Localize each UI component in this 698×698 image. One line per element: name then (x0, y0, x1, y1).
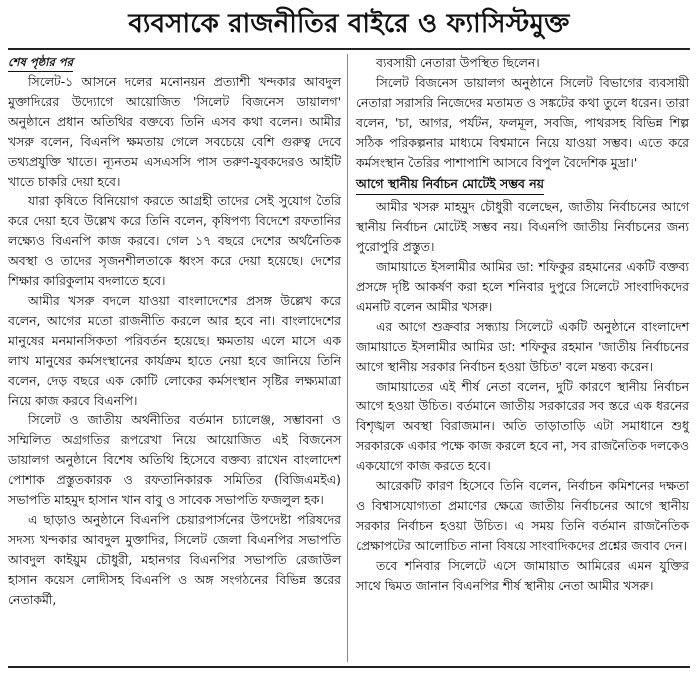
subheading: আগে স্থানীয় নির্বাচন মোটেই সম্ভব নয় (356, 174, 689, 195)
paragraph: সিলেট বিজনেস ডায়ালগ অনুষ্ঠানে সিলেট বিভাগের ব্যবসায়ী নেতারা সরাসরি নিজেদের মতামত ও সঙ্কটের কথা তুলে ধরেন। তারা বলেন, 'চা, আগর, পর্যটন, ফলমূল, সবজি, পাথরসহ বিভিন্ন শিল্প সঠিক পরিকল্পনার মাধ্যমে বিশ্বমানে নিয়ে যাওয়া সম্ভব। এতে করে কর্মসংস্থান তৈরির পাশাপাশি আসবে বিপুল বৈদেশিক মুদ্রা।' (356, 74, 689, 170)
paragraph: আমীর খসরু মাহমুদ চৌধুরী বলেছেন, জাতীয় নির্বাচনের আগে স্থানীয় নির্বাচন মোটেই সম্ভব নয়। বিএনপি জাতীয় নির্বাচনের জন্য পুরোপুরি প্রস্তুত। (356, 199, 689, 255)
headline-text: ব্যবসাকে রাজনীতির বাইরে ও ফ্যাসিস্টমুক্ত (128, 9, 570, 39)
headline-rule (8, 48, 690, 50)
paragraph: আরেকটি কারণ হিসেবে তিনি বলেন, নির্বাচন কমিশনের দক্ষতা ও বিশ্বাসযোগ্যতা প্রমাণের ক্ষেত্রে জাতীয় নির্বাচনের আগে স্থানীয় সরকার নির্বাচন হওয়া উচিত। এ সময় তিনি বর্তমান রাজনৈতিক প্রেক্ষাপটের আলোচিত নানা বিষয়ে সাংবাদিকদের প্রশ্নের জবাব দেন। (356, 478, 689, 553)
paragraph: ব্যবসায়ী নেতারা উপস্থিত ছিলেন। (376, 55, 540, 70)
right-column (356, 53, 689, 595)
paragraph: সিলেট-১ আসনে দলের মনোনয়ন প্রত্যাশী খন্দকার আবদুল মুক্তাদিরের উদ্যোগে আয়োজিত 'সিলেট বিজনেস ডায়ালগ' অনুষ্ঠানে প্রধান অতিথির বক্তব্যে তিনি এসব কথা বলেন। আমীর খসরু বলেন, বিএনপি ক্ষমতায় গেলে সবচেয়ে বেশি গুরুত্ব দেবে তথ্যপ্রযুক্তি খাতে। ন্যূনতম এসএসসি পাস তরুণ-যুবকদেরও আইটি খাতে চাকরি দেয়া হবে। (8, 74, 341, 189)
paragraph: আমীর খসরু বদলে যাওয়া বাংলাদেশের প্রসঙ্গ উল্লেখ করে বলেন, আগের মতো রাজনীতি করলে আর হবে না। বাংলাদেশের মানুষের মনমানসিকতা পরিবর্তন হয়েছে। ক্ষমতায় এলে মাসে এক লাখ মানুষের কর্মসংস্থানের কার্যক্রম হাতে নেয়া হবে জানিয়ে তিনি বলেন, দেড় বছরে এক কোটি লোকের কর্মসংস্থান সৃষ্টির লক্ষ্যমাত্রা নিয়ে কাজ করবে বিএনপি। (8, 292, 341, 408)
paragraph: এর আগে শুক্রবার সন্ধ্যায় সিলেটে একটি অনুষ্ঠানে বাংলাদেশ জামায়াতে ইসলামীর আমির ডা: শফিকুর রহমান 'জাতীয় নির্বাচনের আগে স্থানীয় সরকার নির্বাচন হওয়া উচিত' বলে মন্তব্য করেন। (356, 318, 689, 374)
paragraph: জামায়াতের এই শীর্ষ নেতা বলেন, দুটি কারণে স্থানীয় নির্বাচন আগে হওয়া উচিত। বর্তমানে জাতীয় সরকারের সব স্তরে এক ধরনের বিশৃঙ্খল অবস্থা বিরাজমান। অতি তাড়াতাড়ি এটা সমাধানে শুধু সরকারকে একার পক্ষে কাজ করলে হবে না, সব রাজনৈতিক দলকেও একযোগে কাজ করতে হবে। (356, 378, 689, 474)
footer-rule (8, 666, 690, 668)
paragraph: জামায়াতে ইসলামীর আমির ডা: শফিকুর রহমানের একটি বক্তব্য প্রসঙ্গে দৃষ্টি আকর্ষণ করা হলে শনিবার দুপুরে সিলেটে সাংবাদিকদের এমনটি বলেন আমীর খসরু। (356, 259, 689, 314)
paragraph: এ ছাড়াও অনুষ্ঠানে বিএনপি চেয়ারপার্সনের উপদেষ্টা পরিষদের সদস্য খন্দকার আবদুল মুক্তাদির, সিলেট জেলা বিএনপির সভাপতি আবদুল কাইয়ুম চৌধুরী, মহানগর বিএনপির সভাপতি রেজাউল হাসান কয়েস লোদীসহ বিএনপি ও অঙ্গ সংগঠনের বিভিন্ন স্তরের নেতাকর্মী, (8, 511, 341, 607)
paragraph: তবে শনিবার সিলেটে এসে জামায়াত আমিরের এমন যুক্তির সাথে দ্বিমত জানান বিএনপির শীর্ষ স্থানীয় নেতা আমীর খসরু। (356, 557, 689, 593)
left-column (8, 53, 341, 609)
paragraph: সিলেট ও জাতীয় অর্থনীতির বর্তমান চ্যালেঞ্জ, সম্ভাবনা ও সম্মিলিত অগ্রগতির রূপরেখা নিয়ে আয়োজিত এই বিজনেস ডায়ালগ অনুষ্ঠানে বিশেষ অতিথি হিসেবে বক্তব্য রাখেন বাংলাদেশ পোশাক প্রস্তুতকারক ও রফতানিকারক সমিতির (বিজিএমইএ) সভাপতি মাহমুদ হাসান খান বাবু ও সাবেক সভাপতি ফজলুল হক। (8, 412, 341, 508)
headline (0, 4, 698, 46)
continued-kicker: শেষ পৃষ্ঠার পর (8, 53, 341, 72)
column-divider (347, 54, 348, 662)
paragraph: যারা কৃষিতে বিনিয়োগ করতে আগ্রহী তাদের সেই সুযোগ তৈরি করে দেয়া হবে উল্লেখ করে তিনি বলেন, কৃষিপণ্য বিদেশে রফতানির লক্ষ্যেও বিএনপি কাজ করবে। গেল ১৭ বছরে দেশের অর্থনৈতিক অবস্থা ও তাদের সৃজনশীলতাকে ধ্বংস করে দেয়া হয়েছে। দেশের শিক্ষার কারিকুলাম বদলাতে হবে। (8, 193, 341, 289)
